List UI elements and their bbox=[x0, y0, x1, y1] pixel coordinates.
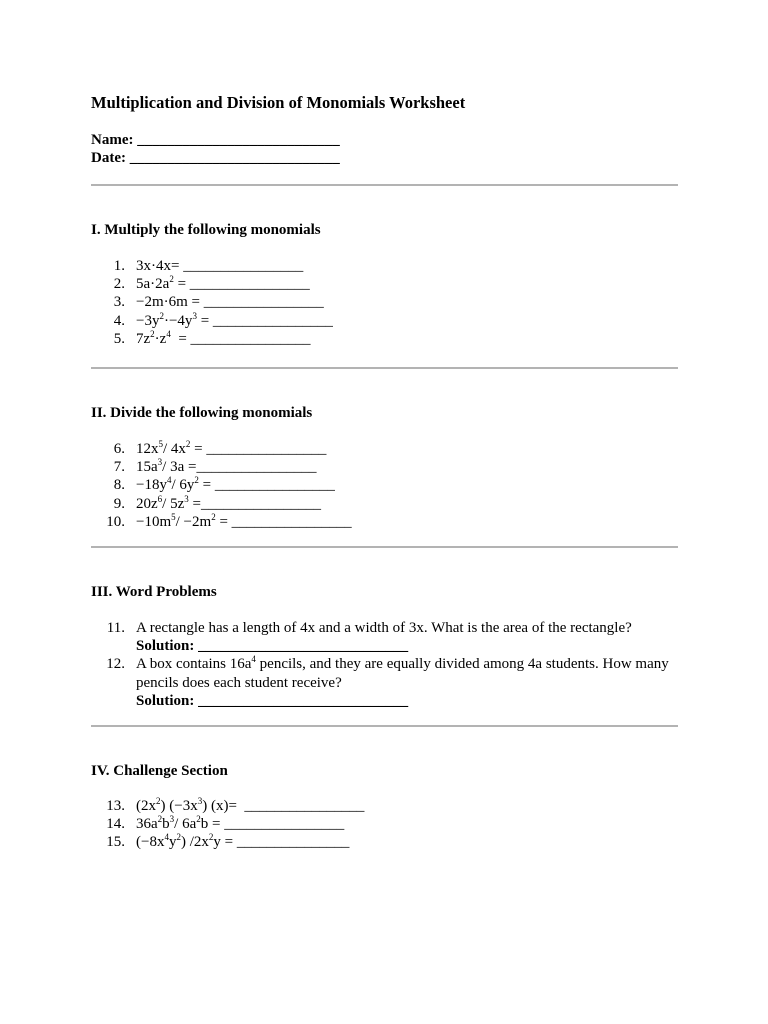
list-item: 4. $-3y^2\cdot-4y^3$ = ________________ bbox=[113, 310, 333, 329]
worksheet-title: Multiplication and Division of Monomials Worksheet bbox=[91, 93, 466, 112]
answer-blank: ________________ bbox=[231, 513, 352, 530]
list-item: 13. $(2x^2)$ $(-3x^3)$ (x)= ________________ bbox=[106, 796, 365, 814]
answer-blank: ________________ bbox=[190, 330, 311, 347]
divider bbox=[91, 546, 678, 548]
list-item: 10. $-10m^5/ -2m^2$ = ________________ bbox=[106, 511, 352, 530]
name-field: Name: ___________________________ bbox=[91, 132, 340, 148]
problem-text-cont: pencils, and they are equally divided among 4a students. How many pencils does each student receive? bbox=[136, 656, 669, 691]
answer-blank: ________________ bbox=[196, 459, 317, 476]
answer-blank: ________________ bbox=[183, 258, 304, 274]
answer-blank: ________________ bbox=[189, 276, 310, 293]
solution-line: Solution: ____________________________ bbox=[136, 638, 409, 655]
list-item: 9. $20z^6/$ $5z^3$ =________________ bbox=[113, 493, 321, 512]
answer-blank: ________________ bbox=[214, 477, 335, 494]
answer-blank: ________________ bbox=[203, 294, 324, 311]
list-item: 8. $-18y^4/$ $6y^2$ = ________________ bbox=[113, 475, 335, 494]
word-problem: 11. A rectangle has a length of 4x and a width of 3x. What is the area of the rectangle? Solution: ____________________________ bbox=[91, 619, 691, 655]
list-item: 2. $5a\cdot 2a^2$ = ________________ bbox=[113, 274, 310, 293]
divider bbox=[91, 725, 678, 727]
answer-blank: ________________ bbox=[206, 441, 327, 457]
word-problem: 12. A box contains $16a^4$ pencils, and they are equally divided among 4a students. How many pencils does each student receive? Solution: ____________________________ bbox=[91, 655, 691, 710]
date-field: Date: ____________________________ bbox=[91, 150, 340, 166]
problem-text: A box contains 16a bbox=[136, 656, 252, 673]
answer-blank: ________________ bbox=[200, 495, 321, 512]
answer-blank: _______________ bbox=[236, 834, 350, 851]
list-item: 1. 3x·4x= ________________ bbox=[113, 258, 304, 274]
problem-text: A rectangle has a length of 4x and a width of 3x. What is the area of the rectangle? bbox=[136, 620, 632, 636]
list-item: 3. −2m·6m = ________________ bbox=[113, 294, 324, 311]
word-problems-list bbox=[91, 619, 691, 710]
list-item: 7. $15a^3/$ 3a =________________ bbox=[113, 457, 317, 476]
multiply-list bbox=[91, 257, 691, 348]
list-item: 6. $12x^5/$ $4x^2$ = ________________ bbox=[113, 439, 327, 457]
section-heading-challenge: IV. Challenge Section bbox=[91, 763, 228, 779]
divider bbox=[91, 184, 678, 186]
section-heading-multiply: I. Multiply the following monomials bbox=[91, 222, 321, 238]
divide-list bbox=[91, 440, 691, 531]
answer-blank: ________________ bbox=[212, 312, 333, 329]
section-heading-divide: II. Divide the following monomials bbox=[91, 405, 313, 421]
divider bbox=[91, 367, 678, 369]
solution-line: Solution: ____________________________ bbox=[136, 692, 409, 709]
list-item: 15. $(-8x^4y^2) /2x^2y$ = _______________ bbox=[106, 832, 350, 851]
challenge-list bbox=[91, 797, 691, 852]
list-item: 14. $36a^2b^3/$ $6a^2b$ = ________________ bbox=[106, 814, 345, 833]
section-heading-word-problems: III. Word Problems bbox=[91, 584, 217, 600]
answer-blank: ________________ bbox=[224, 816, 345, 833]
list-item: 5. $7z^2\cdot z^4$ = ________________ bbox=[113, 328, 311, 347]
answer-blank: ________________ bbox=[244, 798, 365, 814]
